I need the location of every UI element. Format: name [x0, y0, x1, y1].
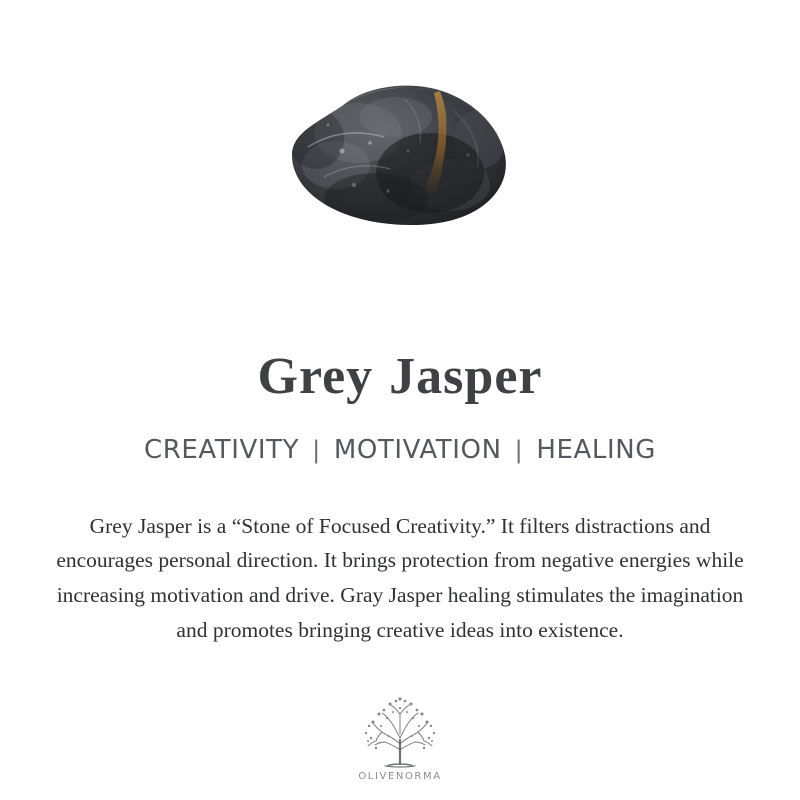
brand-logo [0, 692, 800, 782]
keyword-motivation: MOTIVATION [333, 434, 502, 465]
title-word-primary: Grey [257, 348, 374, 405]
keyword-separator-1: | [312, 435, 321, 464]
page-title [258, 350, 543, 405]
keywords-row [144, 435, 656, 465]
stone-image-container [0, 0, 800, 300]
title-word-secondary: Jasper [389, 348, 543, 405]
tree-of-life-icon [357, 692, 443, 770]
grey-jasper-stone-icon [284, 81, 516, 229]
keyword-creativity: CREATIVITY [143, 434, 300, 465]
keyword-separator-2: | [514, 435, 524, 464]
keyword-healing: HEALING [536, 434, 657, 465]
description-text: Grey Jasper is a “Stone of Focused Creativity.” It filters distractions and encourages personal direction. It brings protection from negative energies while increasing motivation and drive. Gray Jasper healing stimulates the imagination and promotes bringing creative ideas into existence. [56, 513, 744, 643]
stone-image-wrap [284, 81, 516, 229]
brand-name: OLIVENORMA [358, 771, 442, 782]
